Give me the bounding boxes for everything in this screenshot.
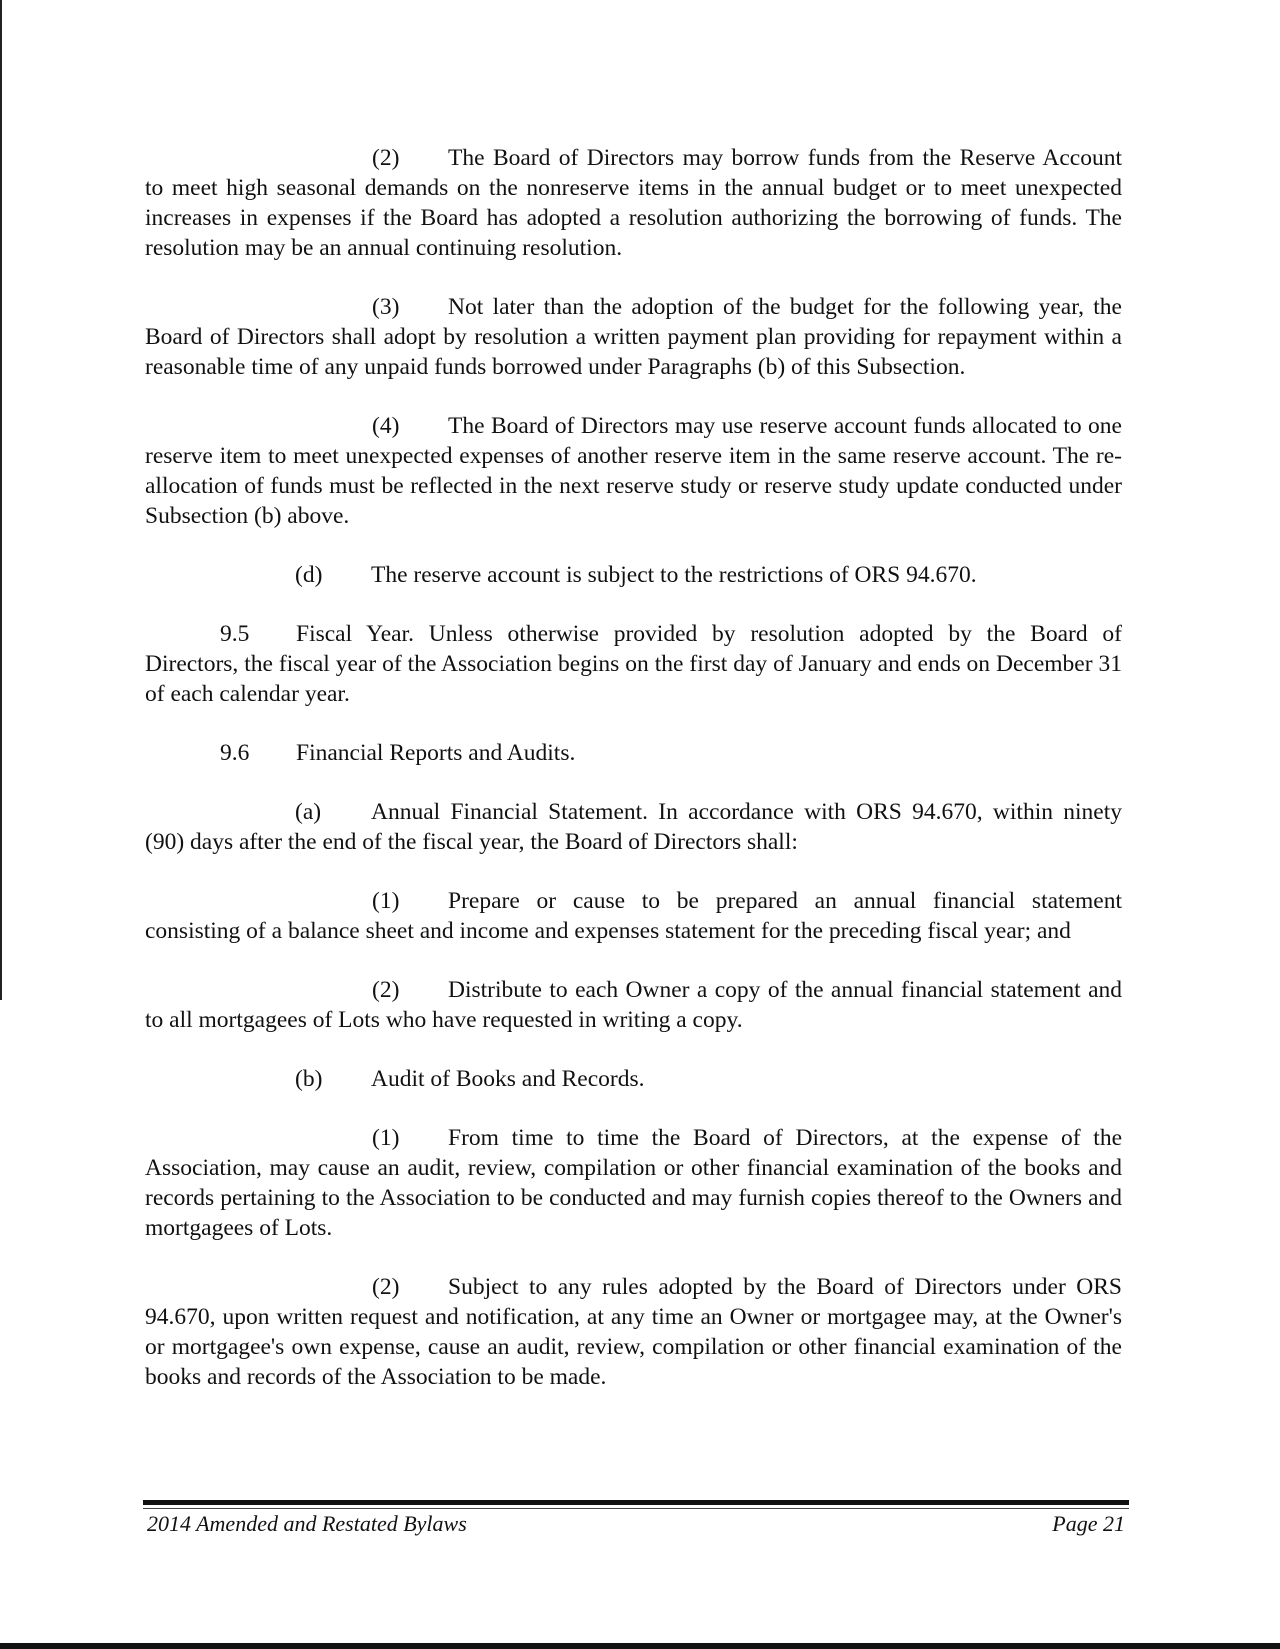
paragraph-number: (a) <box>295 799 322 825</box>
document-body <box>145 143 1122 1421</box>
paragraph-first-line <box>372 975 1122 1005</box>
paragraph-number: (1) <box>372 888 400 914</box>
paragraph-b2 <box>145 1272 1122 1302</box>
scan-edge-left <box>0 0 2 1000</box>
paragraph-number: (1) <box>372 1125 400 1151</box>
footer-document-title: 2014 Amended and Restated Bylaws <box>147 1511 467 1536</box>
paragraph-lead-text: The Board of Directors may use reserve account funds allocated to one <box>448 413 1122 439</box>
paragraph-b1-continuation <box>145 1153 1122 1243</box>
section-number: 9.5 <box>220 621 250 647</box>
section-9-5 <box>145 619 1122 649</box>
paragraph-d <box>145 560 1122 590</box>
paragraph-lead-text: Fiscal Year. Unless otherwise provided by resolution adopted by the Board of <box>296 621 1122 647</box>
paragraph-heading: Audit of Books and Records. <box>371 1066 645 1092</box>
paragraph-first-line <box>372 143 1122 173</box>
paragraph-number: (2) <box>372 145 400 171</box>
paragraph-number: (d) <box>295 562 323 588</box>
paragraph-body-text: 94.670, upon written request and notification, at any time an Owner or mortgagee may, at the Owner's or mortgagee's own expense, cause an audit, review, compilation or other financial examination of the books and records of the Association to be made. <box>145 1304 1122 1390</box>
paragraph-a2 <box>145 975 1122 1005</box>
paragraph-b2-continuation <box>145 1302 1122 1392</box>
paragraph-first-line <box>372 1123 1122 1153</box>
paragraph-body-text: Board of Directors shall adopt by resolution a written payment plan providing for repayment within a reasonable time of any unpaid funds borrowed under Paragraphs (b) of this Subsection. <box>145 324 1122 380</box>
paragraph-c3 <box>145 292 1122 322</box>
paragraph-a1 <box>145 886 1122 916</box>
footer-page-number: Page 21 <box>1052 1511 1125 1536</box>
paragraph-body-text: (90) days after the end of the fiscal year, the Board of Directors shall: <box>145 829 798 855</box>
paragraph-c4-continuation <box>145 441 1122 531</box>
paragraph-body-text: consisting of a balance sheet and income and expenses statement for the preceding fiscal year; and <box>145 918 1071 944</box>
paragraph-first-line <box>220 619 1122 649</box>
scan-edge-bottom <box>0 1643 1280 1649</box>
paragraph-c3-continuation <box>145 322 1122 382</box>
paragraph-first-line <box>372 886 1122 916</box>
paragraph-lead-text: Distribute to each Owner a copy of the annual financial statement and <box>448 977 1122 1003</box>
paragraph-lead-text: The reserve account is subject to the restrictions of ORS 94.670. <box>371 562 977 588</box>
paragraph-first-line <box>295 797 1122 827</box>
section-9-5-continuation <box>145 649 1122 709</box>
paragraph-b <box>145 1064 1122 1094</box>
paragraph-body-text: Association, may cause an audit, review, compilation or other financial examination of the books and records pertaining to the Association to be conducted and may furnish copies thereof to the Owners and mortgagees of Lots. <box>145 1155 1122 1241</box>
paragraph-a2-continuation <box>145 1005 1122 1035</box>
paragraph-number: (4) <box>372 413 400 439</box>
paragraph-body-text: to meet high seasonal demands on the nonreserve items in the annual budget or to meet unexpected increases in expenses if the Board has adopted a resolution authorizing the borrowing of funds. The resolution may be an annual continuing resolution. <box>145 175 1122 261</box>
paragraph-number: (2) <box>372 977 400 1003</box>
paragraph-a <box>145 797 1122 827</box>
paragraph-body-text: Directors, the fiscal year of the Association begins on the first day of January and ends on December 31 of each calendar year. <box>145 651 1122 707</box>
paragraph-c2-continuation <box>145 173 1122 263</box>
section-9-6 <box>145 738 1122 768</box>
paragraph-lead-text: Not later than the adoption of the budget for the following year, the <box>448 294 1122 320</box>
paragraph-c2 <box>145 143 1122 173</box>
paragraph-first-line <box>372 292 1122 322</box>
section-heading: Financial Reports and Audits. <box>296 740 576 766</box>
paragraph-b1 <box>145 1123 1122 1153</box>
paragraph-body-text: reserve item to meet unexpected expenses of another reserve item in the same reserve account. The re-allocation of funds must be reflected in the next reserve study or reserve study update conducted under Subsection (b) above. <box>145 443 1122 529</box>
paragraph-lead-text: The Board of Directors may borrow funds from the Reserve Account <box>448 145 1122 171</box>
section-number: 9.6 <box>220 740 250 766</box>
footer-rule-thick <box>143 1500 1129 1505</box>
paragraph-lead-text: Prepare or cause to be prepared an annual financial statement <box>448 888 1122 914</box>
paragraph-body-text: to all mortgagees of Lots who have requested in writing a copy. <box>145 1007 743 1033</box>
paragraph-number: (2) <box>372 1274 400 1300</box>
paragraph-c4 <box>145 411 1122 441</box>
paragraph-number: (3) <box>372 294 400 320</box>
paragraph-number: (b) <box>295 1066 323 1092</box>
paragraph-first-line <box>372 1272 1122 1302</box>
paragraph-a-continuation <box>145 827 1122 857</box>
paragraph-lead-text: Subject to any rules adopted by the Board of Directors under ORS <box>448 1274 1122 1300</box>
paragraph-first-line <box>372 411 1122 441</box>
footer-rule-thin <box>143 1508 1129 1509</box>
paragraph-lead-text: From time to time the Board of Directors, at the expense of the <box>448 1125 1122 1151</box>
paragraph-lead-text: Annual Financial Statement. In accordance with ORS 94.670, within ninety <box>371 799 1122 825</box>
paragraph-a1-continuation <box>145 916 1122 946</box>
